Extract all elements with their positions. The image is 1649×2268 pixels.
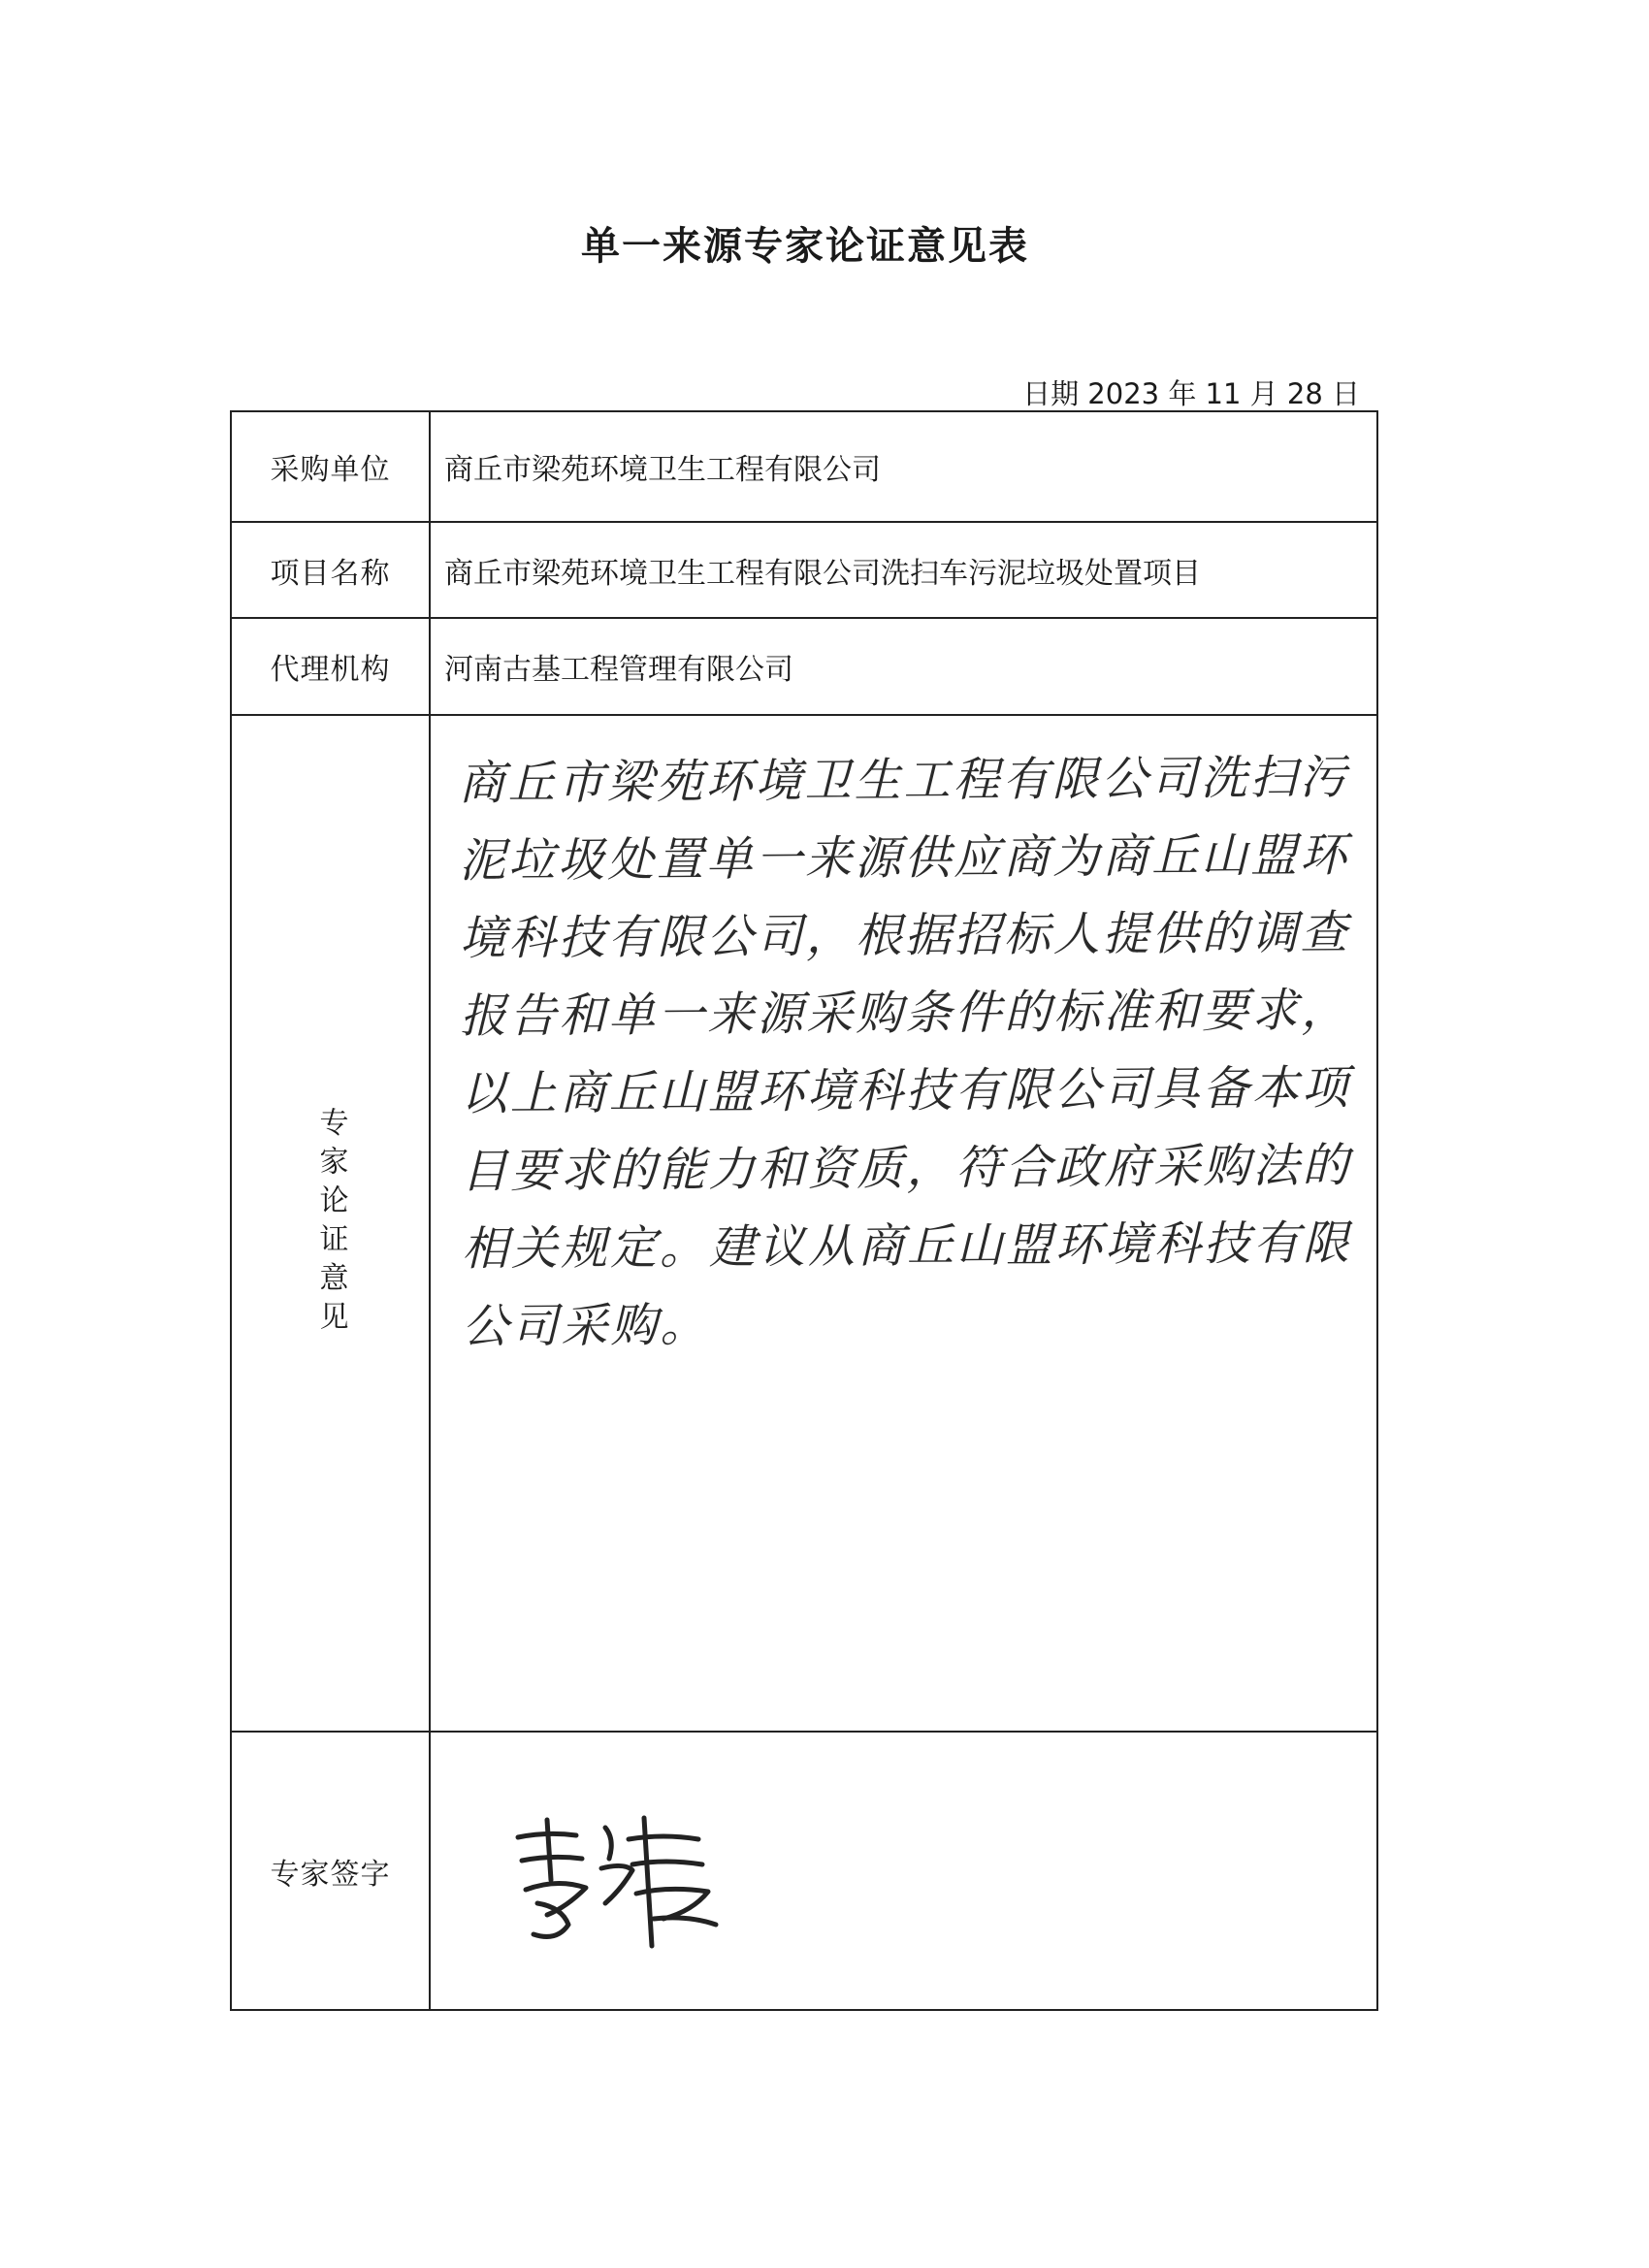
project-row bbox=[232, 521, 1376, 617]
purchaser-row bbox=[232, 412, 1376, 521]
opinion-label-cell bbox=[232, 716, 431, 1731]
opinion-handwritten-text: 商丘市梁苑环境卫生工程有限公司洗扫污泥垃圾处置单一来源供应商为商丘山盟环境科技有限公司，根据招标人提供的调查报告和单一来源采购条件的标准和要求，以上商丘山盟环境科技有限公司具备本项目要求的能力和资质，符合政府采购法的相关规定。建议从商丘山盟环境科技有限公司采购。 bbox=[458, 750, 1353, 1354]
signature-cell bbox=[431, 1733, 1376, 2009]
project-value: 商丘市梁苑环境卫生工程有限公司洗扫车污泥垃圾处置项目 bbox=[444, 556, 1201, 591]
purchaser-value: 商丘市梁苑环境卫生工程有限公司 bbox=[444, 453, 881, 487]
signature-row bbox=[232, 1731, 1376, 2009]
purchaser-label: 采购单位 bbox=[232, 412, 431, 521]
opinion-row bbox=[232, 714, 1376, 1731]
agency-label: 代理机构 bbox=[232, 619, 431, 714]
project-label: 项目名称 bbox=[232, 523, 431, 617]
opinion-label: 专家论证意见 bbox=[313, 1107, 348, 1340]
page-title: 单一来源专家论证意见表 bbox=[581, 224, 1029, 269]
opinion-form-table bbox=[230, 410, 1378, 2011]
agency-row bbox=[232, 617, 1376, 714]
agency-value: 河南古基工程管理有限公司 bbox=[444, 653, 793, 687]
signature-label: 专家签字 bbox=[232, 1733, 431, 2009]
form-date: 日期 2023 年 11 月 28 日 bbox=[1022, 377, 1360, 410]
handwritten-signature bbox=[508, 1810, 731, 1956]
